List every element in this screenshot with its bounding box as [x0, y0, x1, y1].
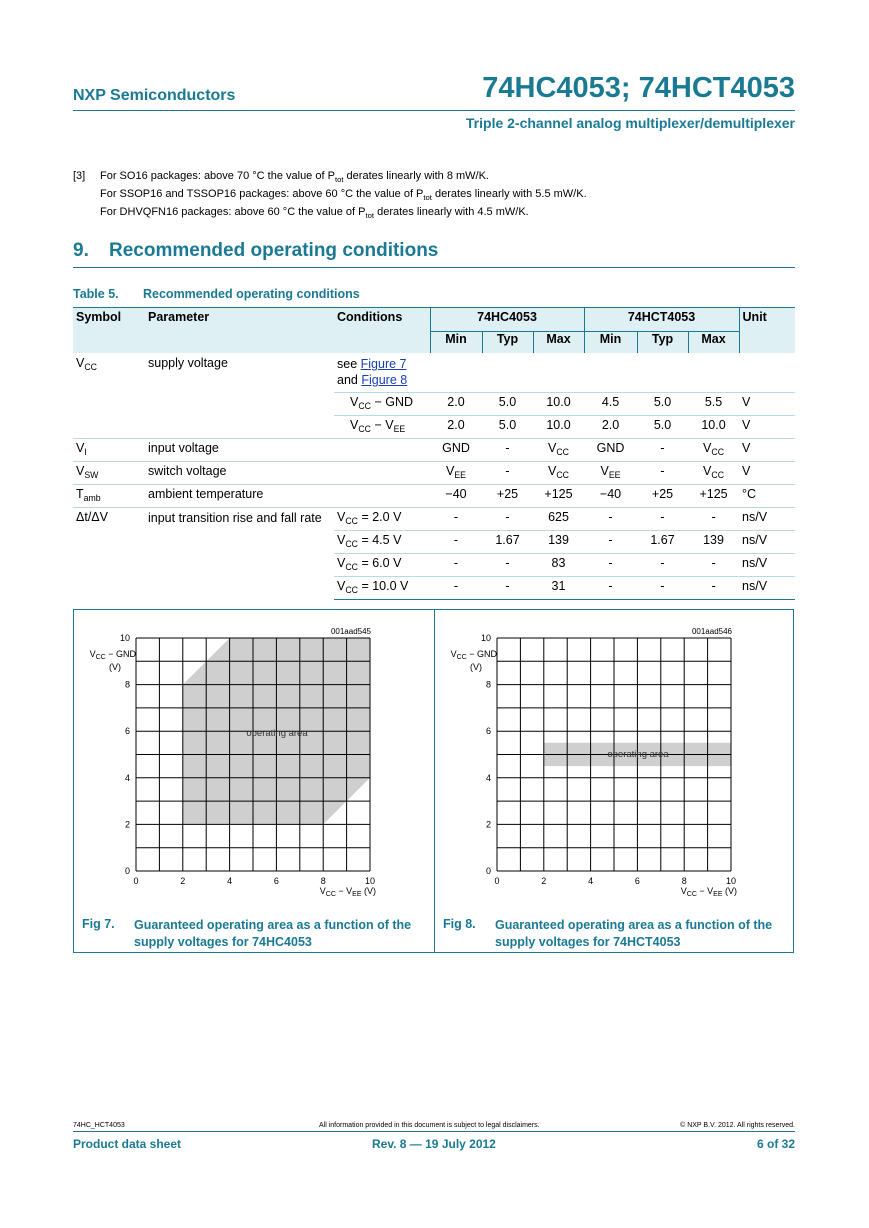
y-tick-label: 0 — [124, 866, 130, 876]
y-tick-label: 6 — [124, 726, 130, 737]
figure-8-caption: Guaranteed operating area as a function of the supply voltages for 74HCT4053 — [495, 918, 773, 949]
value-cell: 139 — [688, 531, 739, 554]
value-cell: 2.0 — [430, 393, 482, 416]
y-tick-label: 8 — [124, 679, 130, 690]
value-cell: - — [637, 462, 688, 485]
company-name: NXP Semiconductors — [73, 87, 236, 104]
symbol-cell: $T_{amb}$ — [73, 485, 145, 508]
y-axis-label: $V_{CC}$ − GND — [89, 649, 136, 661]
x-tick-label: 0 — [133, 876, 139, 886]
table-caption — [73, 287, 360, 301]
conditions-cell: $V_{CC} = 6.0$ V — [334, 554, 430, 577]
figure-code: 001aad545 — [330, 627, 371, 636]
value-cell: 5.0 — [637, 393, 688, 416]
unit-cell: V — [739, 462, 795, 485]
value-cell: - — [637, 577, 688, 600]
section-rule — [73, 267, 795, 268]
section-number: 9. — [73, 240, 89, 261]
operating-area-label: operating area — [246, 728, 308, 739]
value-cell: - — [482, 462, 533, 485]
value-cell: +25 — [637, 485, 688, 508]
y-tick-label: 8 — [485, 679, 491, 690]
header-typ: Typ — [637, 332, 688, 354]
header-rule — [73, 110, 795, 111]
value-cell: - — [637, 508, 688, 531]
figure-8-chart — [435, 610, 794, 910]
y-tick-label: 10 — [119, 633, 130, 643]
header-min: Min — [430, 332, 482, 354]
unit-cell: ns/V — [739, 577, 795, 600]
table-row — [73, 485, 795, 508]
footer-copyright: © NXP B.V. 2012. All rights reserved. — [680, 1122, 795, 1129]
table-row — [73, 353, 795, 393]
value-cell: 10.0 — [533, 393, 584, 416]
header-min: Min — [584, 332, 637, 354]
x-tick-label: 2 — [541, 876, 547, 886]
y-tick-label: 10 — [480, 633, 491, 643]
value-cell: GND — [430, 439, 482, 462]
x-tick-label: 6 — [273, 876, 279, 886]
value-cell: GND — [584, 439, 637, 462]
header-max: Max — [688, 332, 739, 354]
symbol-cell: Δt/ΔV — [73, 508, 145, 600]
value-cell: - — [430, 577, 482, 600]
table-row — [73, 508, 795, 531]
value-cell: 5.5 — [688, 393, 739, 416]
value-cell: +25 — [482, 485, 533, 508]
conditions-cell: $V_{CC} = 10.0$ V — [334, 577, 430, 600]
conditions-cell: $V_{CC} = 4.5$ V — [334, 531, 430, 554]
unit-cell: °C — [739, 485, 795, 508]
figure-code: 001aad546 — [691, 627, 732, 636]
footer-revision: Rev. 8 — 19 July 2012 — [372, 1137, 496, 1151]
value-cell: - — [430, 508, 482, 531]
value-cell: $V_{EE}$ — [430, 462, 482, 485]
header-max: Max — [533, 332, 584, 354]
unit-cell: V — [739, 439, 795, 462]
figure-7-caption: Guaranteed operating area as a function of the supply voltages for 74HC4053 — [134, 918, 412, 949]
x-tick-label: 6 — [634, 876, 640, 886]
y-tick-label: 2 — [124, 819, 130, 830]
value-cell: - — [430, 531, 482, 554]
value-cell: 1.67 — [637, 531, 688, 554]
note-line-dhvqfn16: For DHVQFN16 packages: above 60 °C the value of $P_{tot}$ derates linearly with 4.5 mW/K. — [100, 206, 529, 220]
figure-7-link[interactable]: Figure 7 — [360, 357, 407, 371]
value-cell: 625 — [533, 508, 584, 531]
value-cell: $V_{CC}$ — [688, 462, 739, 485]
table-caption-number: Table 5. — [73, 287, 119, 301]
value-cell: - — [584, 577, 637, 600]
document-subtitle: Triple 2-channel analog multiplexer/demultiplexer — [465, 115, 795, 131]
footer-rule — [73, 1131, 795, 1132]
parameter-cell: input transition rise and fall rate — [145, 508, 334, 600]
value-cell: +125 — [533, 485, 584, 508]
x-tick-label: 4 — [227, 876, 233, 886]
unit-cell: V — [739, 416, 795, 439]
value-cell: 2.0 — [584, 416, 637, 439]
value-cell: 10.0 — [688, 416, 739, 439]
figure-7-label: Fig 7. — [82, 917, 115, 931]
symbol-cell: $V_{SW}$ — [73, 462, 145, 485]
value-cell: 4.5 — [584, 393, 637, 416]
value-cell: 5.0 — [637, 416, 688, 439]
figure-7-chart — [74, 610, 434, 910]
x-tick-label: 10 — [364, 876, 376, 886]
header-group-74hct4053: 74HCT4053 — [584, 308, 739, 332]
value-cell: $V_{CC}$ — [688, 439, 739, 462]
unit-cell: ns/V — [739, 531, 795, 554]
figure-8-link[interactable]: Figure 8 — [361, 373, 408, 387]
value-cell: - — [637, 554, 688, 577]
y-axis-unit: (V) — [109, 662, 121, 672]
header-unit: Unit — [739, 308, 795, 354]
value-cell: - — [482, 508, 533, 531]
value-cell: - — [584, 531, 637, 554]
unit-cell: ns/V — [739, 554, 795, 577]
value-cell: 31 — [533, 577, 584, 600]
parameter-cell: switch voltage — [145, 462, 334, 485]
note-marker: [3] — [73, 170, 86, 182]
footer-doc-type: Product data sheet — [73, 1137, 182, 1151]
value-cell: $V_{EE}$ — [584, 462, 637, 485]
y-tick-label: 0 — [485, 866, 491, 876]
symbol-cell: $V_{CC}$ — [76, 356, 97, 372]
x-tick-label: 0 — [494, 876, 500, 886]
unit-cell: V — [739, 393, 795, 416]
value-cell: 83 — [533, 554, 584, 577]
value-cell: $V_{CC}$ — [533, 462, 584, 485]
parameter-cell: supply voltage — [148, 356, 228, 370]
y-tick-label: 2 — [485, 819, 491, 830]
value-cell: 5.0 — [482, 416, 533, 439]
operating-conditions-table — [73, 307, 795, 600]
value-cell: 139 — [533, 531, 584, 554]
value-cell: - — [482, 554, 533, 577]
x-tick-label: 4 — [588, 876, 594, 886]
value-cell: - — [688, 577, 739, 600]
symbol-cell: $V_I$ — [73, 439, 145, 462]
value-cell: 10.0 — [533, 416, 584, 439]
section-title: Recommended operating conditions — [109, 240, 439, 261]
unit-cell: ns/V — [739, 508, 795, 531]
value-cell: 1.67 — [482, 531, 533, 554]
value-cell: - — [482, 577, 533, 600]
y-axis-unit: (V) — [470, 662, 482, 672]
value-cell: −40 — [430, 485, 482, 508]
header-parameter: Parameter — [145, 308, 334, 354]
value-cell: - — [688, 508, 739, 531]
x-tick-label: 2 — [180, 876, 186, 886]
x-tick-label: 8 — [320, 876, 326, 886]
footer-doc-id: 74HC_HCT4053 — [73, 1122, 125, 1129]
value-cell: - — [482, 439, 533, 462]
document-title: 74HC4053; 74HCT4053 — [482, 72, 795, 104]
x-axis-label: $V_{CC} - V_{EE}$ (V) — [680, 886, 737, 898]
value-cell: - — [430, 554, 482, 577]
value-cell: $V_{CC}$ — [533, 439, 584, 462]
value-cell: 5.0 — [482, 393, 533, 416]
parameter-cell: input voltage — [145, 439, 334, 462]
y-axis-label: $V_{CC}$ − GND — [450, 649, 497, 661]
table-caption-title: Recommended operating conditions — [143, 287, 360, 301]
value-cell: - — [637, 439, 688, 462]
value-cell: −40 — [584, 485, 637, 508]
y-tick-label: 4 — [124, 772, 130, 783]
note-line-so16: For SO16 packages: above 70 °C the value of $P_{tot}$ derates linearly with 8 mW/K. — [100, 170, 489, 184]
x-axis-label: $V_{CC} - V_{EE}$ (V) — [319, 886, 376, 898]
x-tick-label: 8 — [681, 876, 687, 886]
value-cell: - — [584, 554, 637, 577]
conditions-cell: see Figure 7 and Figure 8 — [337, 357, 408, 387]
y-tick-label: 4 — [485, 772, 491, 783]
table-row — [73, 462, 795, 485]
note-line-ssop16: For SSOP16 and TSSOP16 packages: above 60 °C the value of $P_{tot}$ derates linearly with 5.5 mW/K. — [100, 188, 587, 202]
operating-area-label: operating area — [607, 749, 669, 760]
footer-page-number: 6 of 32 — [756, 1137, 795, 1151]
conditions-cell: $V_{CC} - V_{EE}$ — [334, 416, 430, 439]
section-heading — [73, 240, 438, 262]
value-cell: - — [584, 508, 637, 531]
header-group-74hc4053: 74HC4053 — [430, 308, 584, 332]
header-typ: Typ — [482, 332, 533, 354]
value-cell: +125 — [688, 485, 739, 508]
figure-8-label: Fig 8. — [443, 917, 476, 931]
table-row — [73, 439, 795, 462]
value-cell: 2.0 — [430, 416, 482, 439]
header-symbol: Symbol — [73, 308, 145, 354]
footer-disclaimer: All information provided in this document is subject to legal disclaimers. — [319, 1122, 540, 1129]
x-tick-label: 10 — [725, 876, 737, 886]
header-conditions: Conditions — [334, 308, 430, 354]
value-cell: - — [688, 554, 739, 577]
parameter-cell: ambient temperature — [145, 485, 334, 508]
conditions-cell: $V_{CC}$ − GND — [334, 393, 430, 416]
conditions-cell: $V_{CC} = 2.0$ V — [334, 508, 430, 531]
y-tick-label: 6 — [485, 726, 491, 737]
